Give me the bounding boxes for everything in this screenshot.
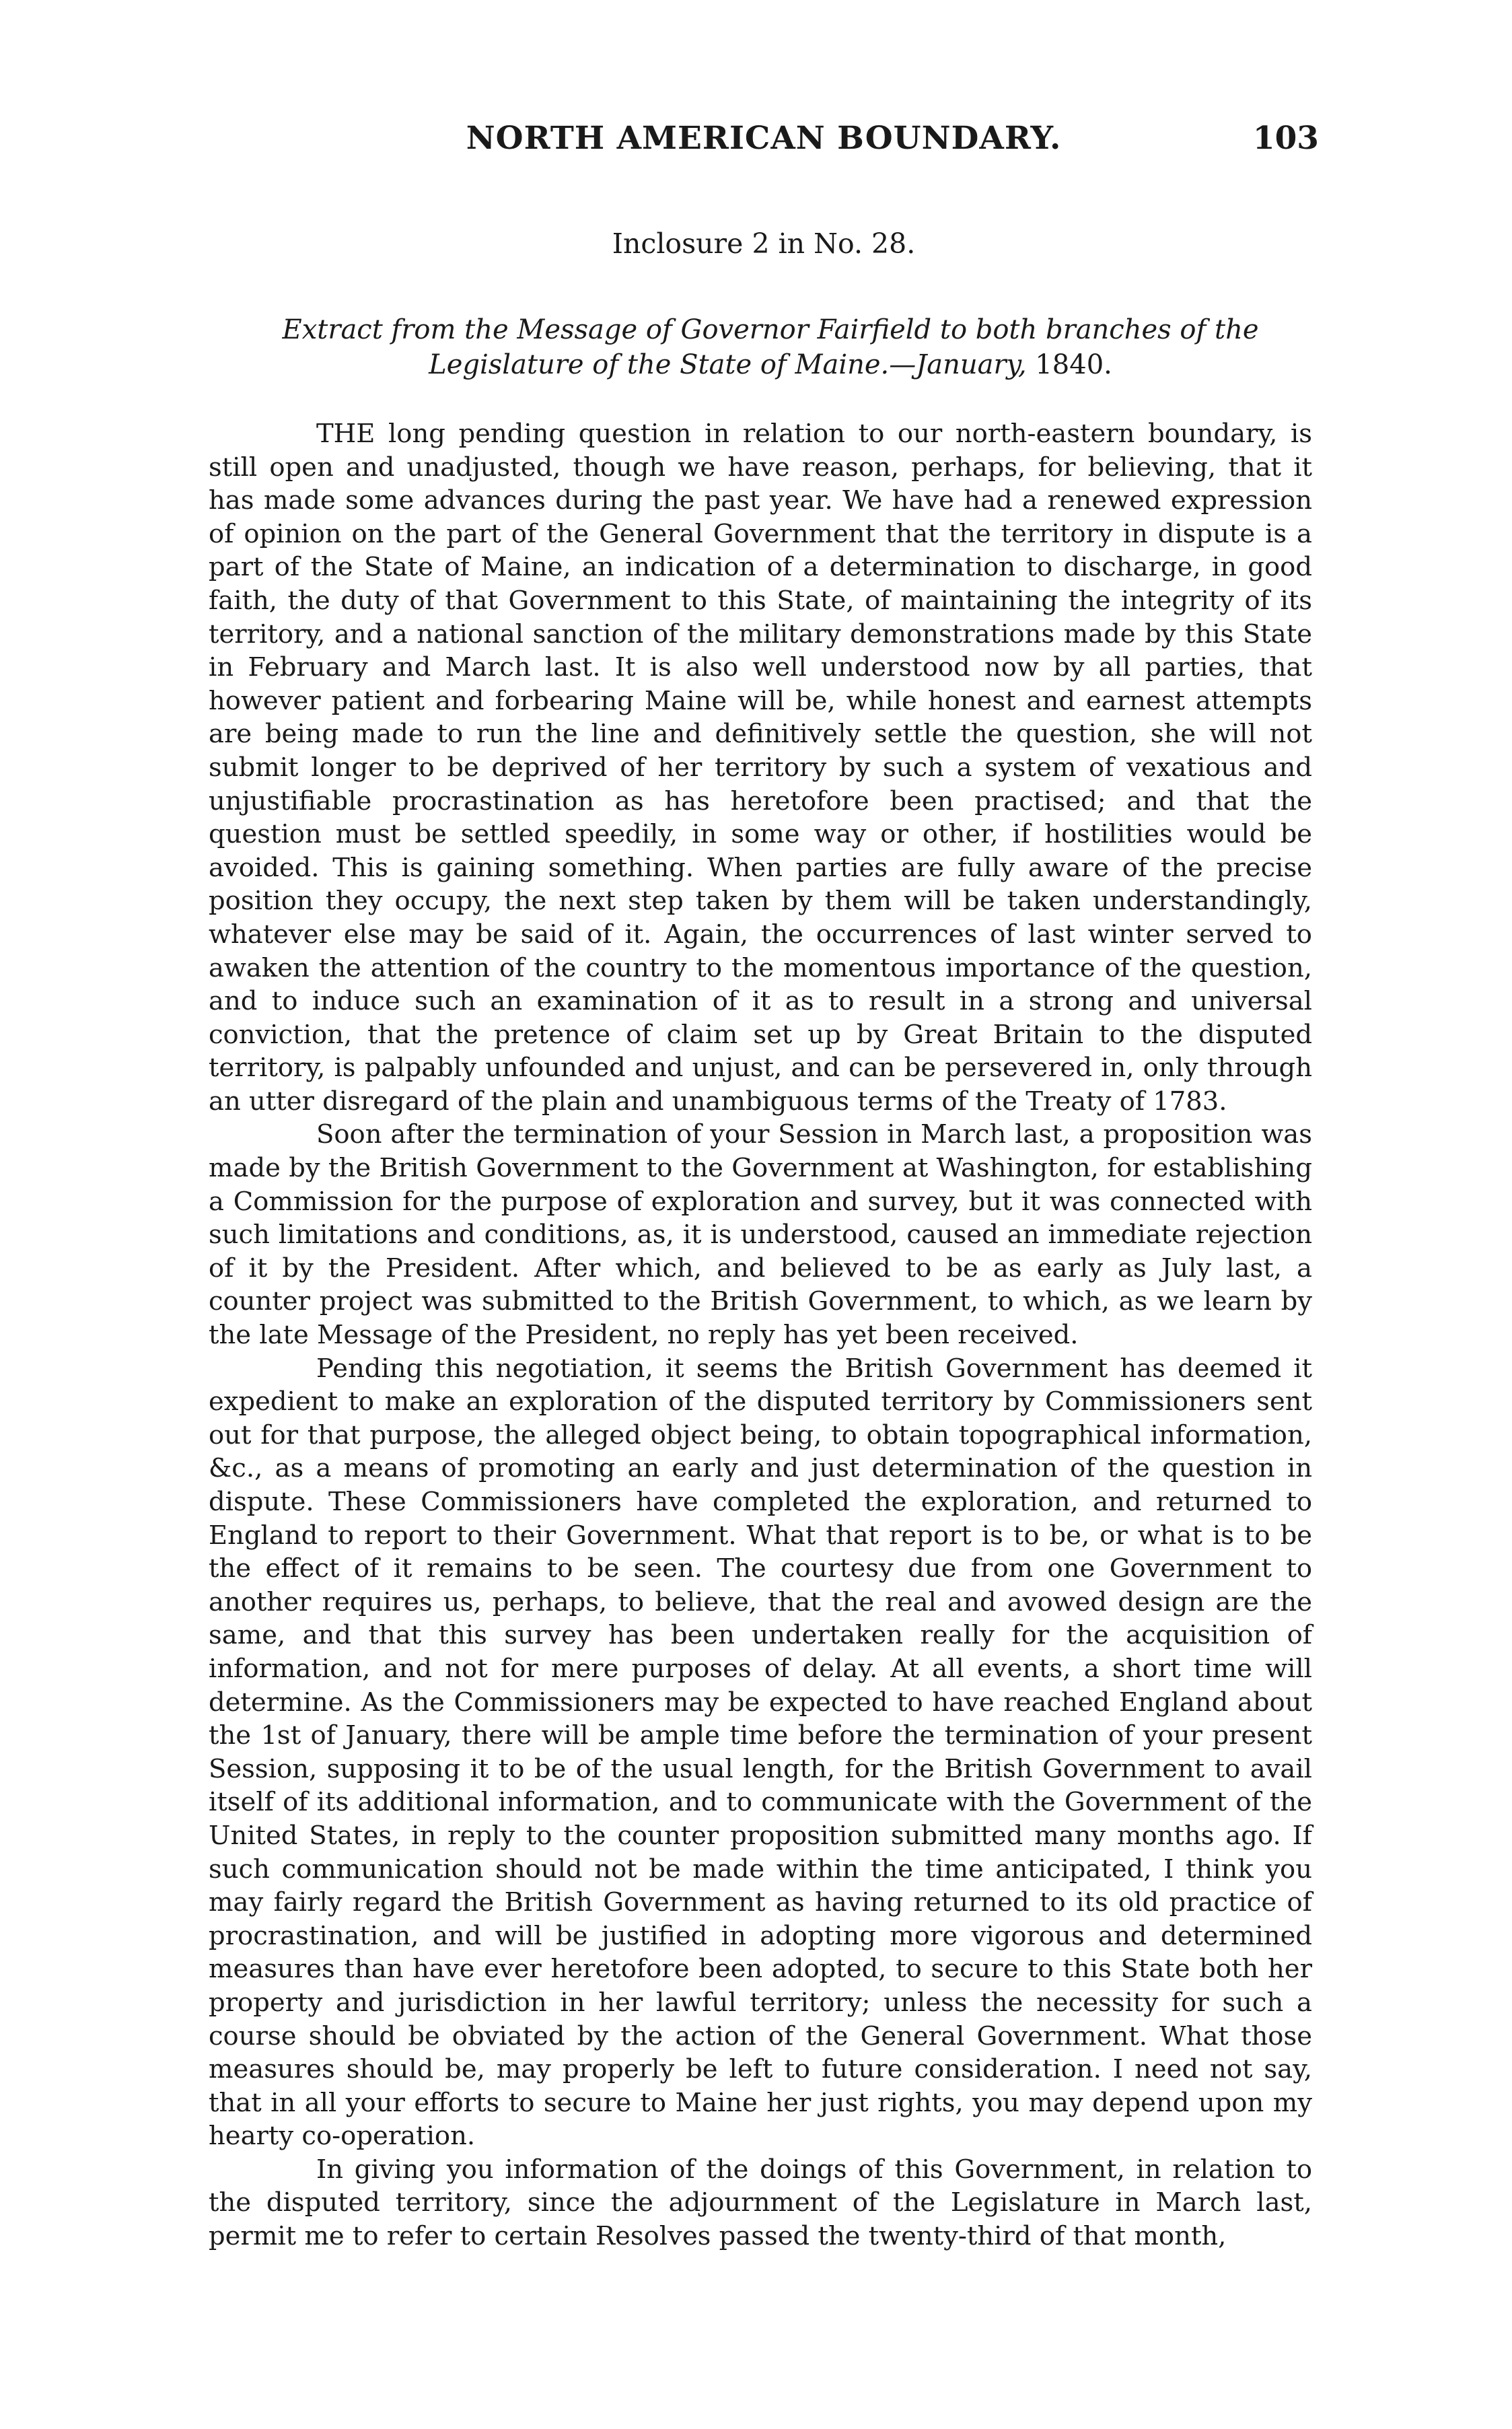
page-number: 103: [1252, 120, 1319, 157]
paragraph-3: Pending this negotiation, it seems the British Government has deemed it expedient to make an exploration of the disputed territory by Commissioners sent out for that purpose, the alleged object being, to obtain topographical information, &c., as a means of promoting an early and just determination of the question in dispute. These Commissioners have completed the exploration, and returned to England to report to their Government. What that report is to be, or what is to be the effect of it remains to be seen. The courtesy due from one Government to another requires us, perhaps, to believe, that the real and avowed design are the same, and that this survey has been undertaken really for the acquisition of information, and not for mere purposes of delay. At all events, a short time will determine. As the Commissioners may be expected to have reached England about the 1st of January, there will be ample time before the termination of your present Session, supposing it to be of the usual length, for the British Government to avail itself of its additional information, and to communicate with the Government of the United States, in reply to the counter proposition submitted many months ago. If such communication should not be made within the time anticipated, I think you may fairly regard the British Government as having returned to its old practice of procrastination, and will be justified in adopting more vigorous and determined measures than have ever heretofore been adopted, to secure to this State both her property and jurisdiction in her lawful territory; unless the necessity for such a course should be obviated by the action of the General Government. What those measures should be, may properly be left to future consideration. I need not say, that in all your efforts to secure to Maine her just rights, you may depend upon my hearty co-operation.: [209, 1353, 1312, 2152]
extract-title-year: 1840.: [1026, 349, 1112, 380]
extract-title: [202, 312, 1339, 382]
running-title: NORTH AMERICAN BOUNDARY.: [466, 120, 1062, 157]
paragraph-2: Soon after the termination of your Session in March last, a proposition was made by the British Government to the Government at Washington, for establishing a Commission for the purpose of exploration and survey, but it was connected with such limitations and conditions, as, it is understood, caused an immediate rejection of it by the President. After which, and believed to be as early as July last, a counter project was submitted to the British Government, to which, as we learn by the late Message of the President, no reply has yet been received.: [209, 1119, 1312, 1351]
running-head: [209, 120, 1319, 167]
paragraph-4: In giving you information of the doings of this Government, in relation to the disputed territory, since the adjournment of the Legislature in March last, permit me to refer to certain Resolves passed the twenty-third of that month,: [209, 2154, 1312, 2252]
extract-title-text: Extract from the Message of Governor Fairfield to both branches of the Legislature of the State of Maine.—January,: [282, 314, 1259, 380]
paragraph-1: THE long pending question in relation to our north-eastern boundary, is still open and unadjusted, though we have reason, perhaps, for believing, that it has made some advances during the past year. We have had a renewed expression of opinion on the part of the General Government that the territory in dispute is a part of the State of Maine, an indication of a determination to discharge, in good faith, the duty of that Government to this State, of maintaining the integrity of its territory, and a national sanction of the military demonstrations made by this State in February and March last. It is also well understood now by all parties, that however patient and forbearing Maine will be, while honest and earnest attempts are being made to run the line and definitively settle the question, she will not submit longer to be deprived of her territory by such a system of vexatious and unjustifiable procrastination as has heretofore been practised; and that the question must be settled speedily, in some way or other, if hostilities would be avoided. This is gaining something. When parties are fully aware of the precise position they occupy, the next step taken by them will be taken understandingly, whatever else may be said of it. Again, the occurrences of last winter served to awaken the attention of the country to the momentous importance of the question, and to induce such an examination of it as to result in a strong and universal conviction, that the pretence of claim set up by Great Britain to the disputed territory, is palpably unfounded and unjust, and can be persevered in, only through an utter disregard of the plain and unambiguous terms of the Treaty of 1783.: [209, 419, 1312, 1117]
message-body: [209, 417, 1312, 2253]
inclosure-heading: Inclosure 2 in No. 28.: [612, 227, 916, 260]
